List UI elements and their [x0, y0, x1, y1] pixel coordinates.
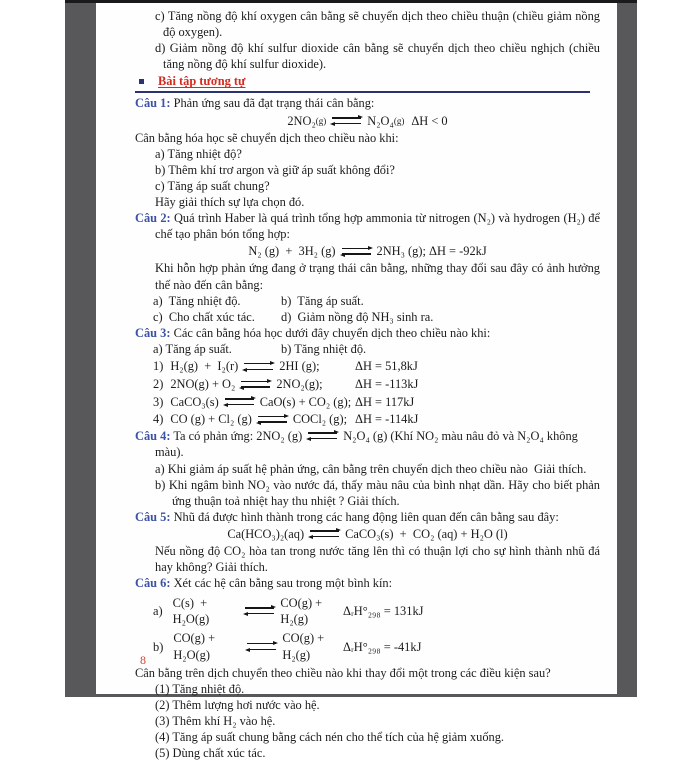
question-1-option-a: a) Tăng nhiệt độ?	[155, 146, 242, 161]
question-2-intro	[135, 210, 600, 242]
item-text: Khi ngâm bình NO₂ vào nước đá, thấy màu nâu của bình nhạt dần. Hãy cho biết phản ứng thuận toả nhiệt hay thu nhiệt ? Giải thích.	[168, 477, 600, 508]
question-text: Ta có phản ứng: 2NO₂ (g)	[173, 429, 303, 444]
intro-item-d	[135, 40, 600, 72]
reaction-rhs: CaO(s) + CO₂ (g);	[259, 394, 352, 409]
question-3-intro	[135, 325, 600, 341]
equation-rhs: CaCO₃(s) + CO₂ (aq) + H₂O (l)	[345, 526, 508, 541]
equilibrium-arrow-icon	[244, 605, 275, 616]
reaction-rhs: 2HI (g);	[279, 359, 320, 374]
question-text: Nếu nồng độ CO₂ hòa tan trong nước tăng lên thì có thuận lợi cho sự hình thành nhũ đá hay không? Giải thích.	[155, 544, 600, 575]
reaction-lhs: C(s) + H₂O(g)	[172, 595, 211, 626]
option-d: d) Giảm nồng độ NH₃ sinh ra.	[281, 309, 434, 324]
equation-q2	[135, 243, 600, 259]
reaction-number: 1)	[153, 359, 164, 374]
delta-h-value: ΔH = -114kJ	[355, 412, 419, 427]
question-text: Khi hỗn hợp phản ứng đang ở trạng thái cân bằng, những thay đổi sau đây có ảnh hưởng thế nào đến cân bằng:	[155, 261, 600, 292]
item-label: a)	[155, 461, 165, 476]
section-divider	[135, 91, 590, 93]
reaction-row-2	[153, 376, 600, 392]
reaction	[153, 595, 343, 627]
state-symbol: (g)	[393, 115, 405, 126]
option-b: b) Tăng nhiệt độ.	[281, 341, 367, 356]
equilibrium-arrow-icon	[224, 396, 255, 407]
question-2-options-row-1	[153, 293, 600, 309]
question-6-condition-5: (5) Dùng chất xúc tác.	[155, 746, 266, 761]
equilibrium-arrow-icon	[341, 246, 372, 257]
reaction-number: a)	[153, 603, 163, 618]
reaction-rhs: CO(g) + H₂(g)	[282, 631, 325, 662]
section-title: Bài tập tương tự	[158, 74, 246, 89]
reaction-row-3	[153, 394, 600, 410]
reaction	[153, 630, 343, 662]
reaction-number: b)	[153, 639, 164, 654]
page-number: 8	[140, 652, 146, 667]
delta-h-value: ΔH = 117kJ	[355, 394, 415, 409]
question-label: Câu 6:	[135, 576, 171, 591]
reaction-number: 3)	[153, 394, 164, 409]
option-a: a) Tăng áp suất.	[153, 341, 232, 356]
question-6-intro	[135, 575, 600, 591]
question-4-intro	[135, 428, 600, 460]
reaction-rhs: CO(g) + H₂(g)	[280, 595, 323, 626]
question-2-options-row-2	[153, 309, 600, 325]
reaction-lhs: CO (g) + Cl₂ (g)	[170, 412, 252, 427]
item-text: Khi giảm áp suất hệ phản ứng, cân bằng trên chuyển dịch theo chiều nào Giải thích.	[167, 461, 587, 476]
reaction-number: 4)	[153, 412, 164, 427]
question-label: Câu 3:	[135, 325, 171, 340]
state-symbol: (g)	[315, 115, 327, 126]
question-label: Câu 2:	[135, 211, 171, 226]
question-1-option-c: c) Tăng áp suất chung?	[155, 178, 270, 193]
question-label: Câu 5:	[135, 509, 171, 524]
equation-lhs: N₂ (g) + 3H₂ (g)	[248, 244, 336, 259]
question-5-outro	[135, 543, 600, 575]
equilibrium-arrow-icon	[331, 115, 362, 126]
photo-background	[65, 0, 637, 761]
question-6-follow: Cân bằng trên dịch chuyển theo chiều nào khi thay đổi một trong các điều kiện sau?	[135, 665, 551, 680]
question-5-intro	[135, 509, 600, 525]
question-text: Nhũ đá được hình thành trong các hang động liên quan đến cân bằng sau đây:	[173, 509, 559, 524]
question-1-outro: Hãy giải thích sự lựa chọn đó.	[155, 195, 305, 210]
reaction	[153, 358, 355, 374]
question-1-option-b: b) Thêm khí trơ argon và giữ áp suất không đổi?	[155, 162, 395, 177]
intro-item-c	[135, 8, 600, 40]
question-text: N₂O₄ (g) (Khí NO₂ màu nâu đỏ và N₂O₄ không màu).	[155, 429, 578, 460]
question-2-follow	[135, 260, 600, 292]
reaction-row-b	[153, 630, 600, 662]
reaction-rhs: COCl₂ (g);	[292, 412, 348, 427]
equilibrium-arrow-icon	[309, 528, 340, 539]
question-4-item-a	[135, 461, 600, 477]
reaction-number: 2)	[153, 377, 164, 392]
question-6-condition-2: (2) Thêm lượng hơi nước vào hệ.	[155, 697, 320, 712]
reaction-row-1	[153, 358, 600, 374]
question-6-condition-4: (4) Tăng áp suất chung bằng cách nén cho thể tích của hệ giảm xuống.	[155, 730, 505, 745]
reaction-lhs: H₂(g) + I₂(r)	[170, 359, 239, 374]
question-1-follow: Cân bằng hóa học sẽ chuyển dịch theo chiều nào khi:	[135, 130, 399, 145]
equation-lhs: Ca(HCO₃)₂(aq)	[227, 526, 305, 541]
equilibrium-arrow-icon	[240, 379, 271, 390]
question-4-item-b	[135, 477, 600, 509]
equilibrium-arrow-icon	[307, 430, 338, 441]
square-bullet-icon	[139, 79, 144, 84]
question-6-condition-3: (3) Thêm khí H₂ vào hệ.	[155, 713, 276, 728]
question-label: Câu 4:	[135, 429, 171, 444]
equation-rhs: 2NH₃ (g); ΔH = -92kJ	[376, 244, 487, 259]
question-text: Các cân bằng hóa học dưới đây chuyển dịch theo chiều nào khi:	[173, 325, 491, 340]
question-text: Quá trình Haber là quá trình tổng hợp ammonia từ nitrogen (N₂) và hydrogen (H₂) để chế tạo phân bón tổng hợp:	[155, 211, 600, 242]
question-1-intro	[135, 95, 600, 111]
question-text: Xét các hệ cân bằng sau trong một bình kín:	[173, 576, 393, 591]
option-b: b) Tăng áp suất.	[281, 293, 364, 308]
equation-rhs: N₂O₄	[367, 113, 394, 128]
question-6-condition-1: (1) Tăng nhiệt độ.	[155, 681, 245, 696]
delta-h-value: ΔH = -113kJ	[355, 377, 419, 392]
equation-lhs: 2NO₂	[287, 113, 316, 128]
equilibrium-arrow-icon	[246, 641, 277, 652]
question-text: Phản ứng sau đã đạt trạng thái cân bằng:	[173, 96, 375, 111]
reaction-rhs: 2NO₂(g);	[276, 377, 323, 392]
reaction	[153, 411, 355, 427]
delta-h-value: ΔH = 51,8kJ	[355, 359, 418, 374]
reaction-lhs: 2NO(g) + O₂	[170, 377, 236, 392]
reaction	[153, 376, 355, 392]
equilibrium-arrow-icon	[257, 414, 288, 425]
item-text: Tăng nồng độ khí oxygen cân bằng sẽ chuyển dịch theo chiều thuận (chiều giảm nồng độ oxygen).	[163, 9, 601, 40]
item-label: b)	[155, 477, 166, 492]
option-a: a) Tăng nhiệt độ.	[153, 293, 241, 308]
equation-q1	[135, 113, 600, 129]
delta-h-value: ΔᵣH°₂₉₈ = 131kJ	[343, 603, 424, 618]
item-label: d)	[155, 41, 166, 56]
reaction-row-a	[153, 595, 600, 627]
item-label: c)	[155, 9, 165, 23]
delta-h-value: ΔH < 0	[411, 113, 448, 128]
reaction	[153, 394, 355, 410]
section-header	[139, 73, 600, 89]
delta-h-value: ΔᵣH°₂₉₈ = -41kJ	[343, 639, 422, 654]
reaction-row-4	[153, 411, 600, 427]
option-c: c) Cho chất xúc tác.	[153, 309, 255, 324]
reaction-lhs: CaCO₃(s)	[170, 394, 219, 409]
question-3-options	[153, 341, 600, 357]
equation-q5	[135, 526, 600, 542]
reaction-lhs: CO(g) + H₂O(g)	[173, 631, 216, 662]
item-text: Giảm nồng độ khí sulfur dioxide cân bằng sẽ chuyển dịch theo chiều nghịch (chiều tăng nồng độ khí sulfur dioxide).	[163, 41, 600, 72]
question-label: Câu 1:	[135, 96, 171, 111]
equilibrium-arrow-icon	[243, 361, 274, 372]
document-page	[96, 3, 617, 761]
